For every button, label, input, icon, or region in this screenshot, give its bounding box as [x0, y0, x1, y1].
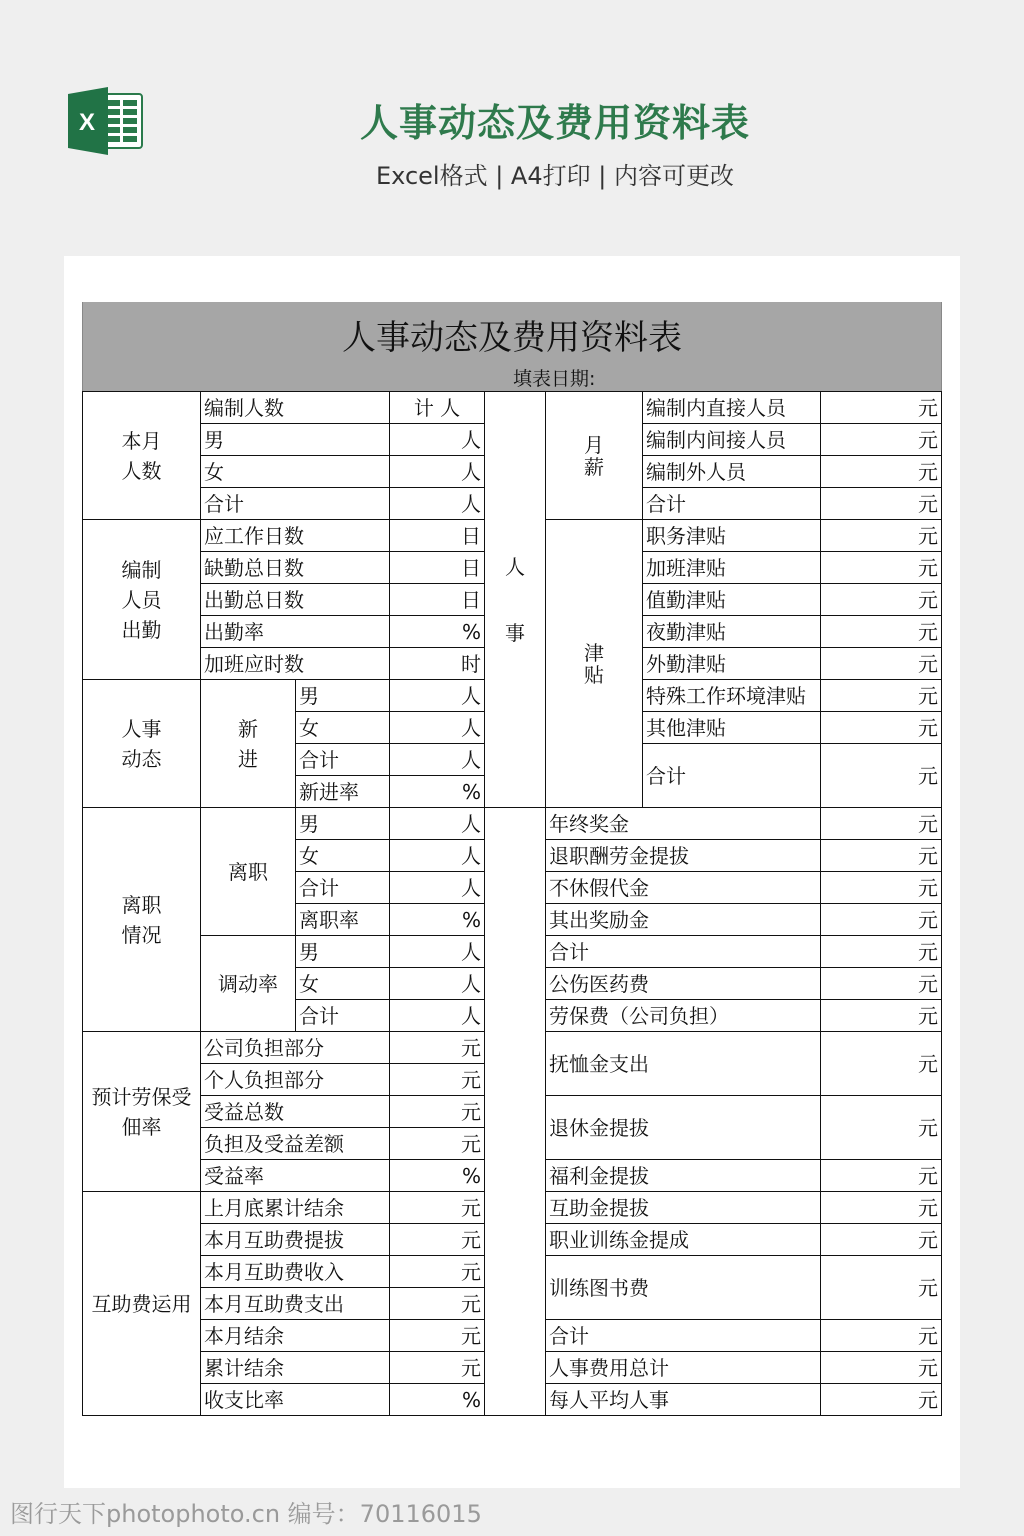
- value-cell[interactable]: 元: [821, 1256, 942, 1320]
- row-label: 女: [296, 840, 390, 872]
- row-label: 合计: [643, 744, 821, 808]
- value-cell[interactable]: 人: [390, 488, 485, 520]
- table-row: [83, 392, 942, 424]
- value-cell[interactable]: 人: [390, 840, 485, 872]
- empty-cell: [485, 808, 546, 1416]
- row-label: 男: [296, 808, 390, 840]
- row-label: 本月互助费支出: [201, 1288, 390, 1320]
- row-label: 男: [296, 936, 390, 968]
- sheet-title: 人事动态及费用资料表: [342, 318, 682, 358]
- subgroup-label: 新 进: [201, 680, 296, 808]
- value-cell[interactable]: %: [390, 1160, 485, 1192]
- value-cell[interactable]: 人: [390, 456, 485, 488]
- value-cell[interactable]: 元: [821, 392, 942, 424]
- value-cell[interactable]: 元: [821, 1320, 942, 1352]
- group-label: 月 薪: [546, 392, 643, 520]
- svg-text:X: X: [78, 109, 96, 136]
- row-label: 训练图书费: [546, 1256, 821, 1320]
- value-cell[interactable]: 日: [390, 552, 485, 584]
- value-cell[interactable]: 人: [390, 968, 485, 1000]
- row-label: 缺勤总日数: [201, 552, 390, 584]
- group-label: 津 贴: [546, 520, 643, 808]
- value-cell[interactable]: 元: [821, 616, 942, 648]
- value-cell[interactable]: 人: [390, 936, 485, 968]
- row-label: 女: [201, 456, 390, 488]
- value-cell[interactable]: 元: [821, 968, 942, 1000]
- value-cell[interactable]: 元: [390, 1256, 485, 1288]
- value-cell[interactable]: 元: [821, 424, 942, 456]
- group-label: 互助费运用: [83, 1192, 201, 1416]
- row-label: 每人平均人事: [546, 1384, 821, 1416]
- row-label: 应工作日数: [201, 520, 390, 552]
- row-label: 不休假代金: [546, 872, 821, 904]
- value-cell[interactable]: 元: [821, 680, 942, 712]
- page-title: 人事动态及费用资料表: [359, 101, 750, 145]
- value-cell[interactable]: 人: [390, 808, 485, 840]
- row-label: 男: [296, 680, 390, 712]
- value-cell[interactable]: 计 人: [390, 392, 485, 424]
- row-label: 外勤津贴: [643, 648, 821, 680]
- row-label: 职业训练金提成: [546, 1224, 821, 1256]
- value-cell[interactable]: 人: [390, 1000, 485, 1032]
- value-cell[interactable]: 元: [390, 1192, 485, 1224]
- row-label: 合计: [643, 488, 821, 520]
- row-label: 女: [296, 968, 390, 1000]
- value-cell[interactable]: 元: [821, 808, 942, 840]
- value-cell[interactable]: 元: [390, 1224, 485, 1256]
- value-cell[interactable]: 元: [390, 1288, 485, 1320]
- row-label: 出勤率: [201, 616, 390, 648]
- page-subtitle: Excel格式 | A4打印 | 内容可更改: [376, 162, 734, 190]
- row-label: 职务津贴: [643, 520, 821, 552]
- row-label: 合计: [201, 488, 390, 520]
- row-label: 收支比率: [201, 1384, 390, 1416]
- subgroup-label: 调动率: [201, 936, 296, 1032]
- row-label: 公司负担部分: [201, 1032, 390, 1064]
- group-label: 离职 情况: [83, 808, 201, 1032]
- row-label: 受益总数: [201, 1096, 390, 1128]
- value-cell[interactable]: 元: [390, 1096, 485, 1128]
- value-cell[interactable]: 元: [390, 1032, 485, 1064]
- row-label: 年终奖金: [546, 808, 821, 840]
- row-label: 编制外人员: [643, 456, 821, 488]
- row-label: 离职率: [296, 904, 390, 936]
- row-label: 出勤总日数: [201, 584, 390, 616]
- group-label: 编制 人员 出勤: [83, 520, 201, 680]
- value-cell[interactable]: 元: [821, 1000, 942, 1032]
- excel-icon: [66, 86, 144, 156]
- row-label: 合计: [296, 744, 390, 776]
- value-cell[interactable]: 元: [390, 1320, 485, 1352]
- value-cell[interactable]: 元: [821, 1160, 942, 1192]
- row-label: 合计: [546, 936, 821, 968]
- value-cell[interactable]: 人: [390, 744, 485, 776]
- row-label: 累计结余: [201, 1352, 390, 1384]
- value-cell[interactable]: 元: [821, 1096, 942, 1160]
- value-cell[interactable]: 元: [821, 648, 942, 680]
- row-label: 夜勤津贴: [643, 616, 821, 648]
- value-cell[interactable]: 元: [821, 552, 942, 584]
- value-cell[interactable]: 元: [821, 744, 942, 808]
- row-label: 退职酬劳金提拔: [546, 840, 821, 872]
- row-label: 本月互助费收入: [201, 1256, 390, 1288]
- value-cell[interactable]: 元: [390, 1128, 485, 1160]
- sheet-header: [82, 302, 942, 391]
- row-label: 男: [201, 424, 390, 456]
- value-cell[interactable]: 元: [821, 456, 942, 488]
- row-label: 退休金提拔: [546, 1096, 821, 1160]
- row-label: 福利金提拔: [546, 1160, 821, 1192]
- row-label: 其他津贴: [643, 712, 821, 744]
- row-label: 互助金提拔: [546, 1192, 821, 1224]
- value-cell[interactable]: 元: [821, 712, 942, 744]
- value-cell[interactable]: 元: [821, 1352, 942, 1384]
- group-label: 人事 动态: [83, 680, 201, 808]
- row-label: 编制内直接人员: [643, 392, 821, 424]
- value-cell[interactable]: 元: [821, 520, 942, 552]
- row-label: 负担及受益差额: [201, 1128, 390, 1160]
- value-cell[interactable]: 元: [821, 1192, 942, 1224]
- row-label: 受益率: [201, 1160, 390, 1192]
- value-cell[interactable]: 人: [390, 680, 485, 712]
- row-label: 公伤医药费: [546, 968, 821, 1000]
- row-label: 合计: [546, 1320, 821, 1352]
- value-cell[interactable]: 元: [821, 872, 942, 904]
- row-label: 新进率: [296, 776, 390, 808]
- value-cell[interactable]: 元: [821, 936, 942, 968]
- table-row: [83, 808, 942, 840]
- value-cell[interactable]: 元: [821, 1032, 942, 1096]
- row-label: 特殊工作环境津贴: [643, 680, 821, 712]
- value-cell[interactable]: 元: [821, 584, 942, 616]
- watermark: 图行天下photophoto.cn 编号：70116015: [10, 1500, 482, 1528]
- row-label: 其出奖励金: [546, 904, 821, 936]
- value-cell[interactable]: 元: [390, 1352, 485, 1384]
- personnel-label: 人 事: [485, 392, 546, 808]
- value-cell[interactable]: 元: [821, 840, 942, 872]
- row-label: 值勤津贴: [643, 584, 821, 616]
- value-cell[interactable]: 元: [821, 1384, 942, 1416]
- value-cell[interactable]: %: [390, 776, 485, 808]
- row-label: 女: [296, 712, 390, 744]
- value-cell[interactable]: 人: [390, 424, 485, 456]
- row-label: 抚恤金支出: [546, 1032, 821, 1096]
- value-cell[interactable]: %: [390, 904, 485, 936]
- row-label: 劳保费（公司负担）: [546, 1000, 821, 1032]
- date-label: 填表日期:: [513, 368, 596, 390]
- row-label: 加班应时数: [201, 648, 390, 680]
- row-label: 合计: [296, 872, 390, 904]
- row-label: 本月结余: [201, 1320, 390, 1352]
- value-cell[interactable]: %: [390, 1384, 485, 1416]
- value-cell[interactable]: 元: [821, 1224, 942, 1256]
- row-label: 本月互助费提拔: [201, 1224, 390, 1256]
- data-table: [82, 391, 942, 1416]
- value-cell[interactable]: 人: [390, 712, 485, 744]
- group-label: 预计劳保受 佃率: [83, 1032, 201, 1192]
- row-label: 合计: [296, 1000, 390, 1032]
- row-label: 人事费用总计: [546, 1352, 821, 1384]
- row-label: 个人负担部分: [201, 1064, 390, 1096]
- value-cell[interactable]: 人: [390, 872, 485, 904]
- value-cell[interactable]: 时: [390, 648, 485, 680]
- subgroup-label: 离职: [201, 808, 296, 936]
- row-label: 编制内间接人员: [643, 424, 821, 456]
- value-cell[interactable]: 元: [390, 1064, 485, 1096]
- value-cell[interactable]: 元: [821, 904, 942, 936]
- row-label: 编制人数: [201, 392, 390, 424]
- row-label: 加班津贴: [643, 552, 821, 584]
- value-cell[interactable]: 日: [390, 584, 485, 616]
- row-label: 上月底累计结余: [201, 1192, 390, 1224]
- value-cell[interactable]: %: [390, 616, 485, 648]
- value-cell[interactable]: 元: [821, 488, 942, 520]
- value-cell[interactable]: 日: [390, 520, 485, 552]
- group-label: 本月 人数: [83, 392, 201, 520]
- spreadsheet: [82, 302, 942, 1416]
